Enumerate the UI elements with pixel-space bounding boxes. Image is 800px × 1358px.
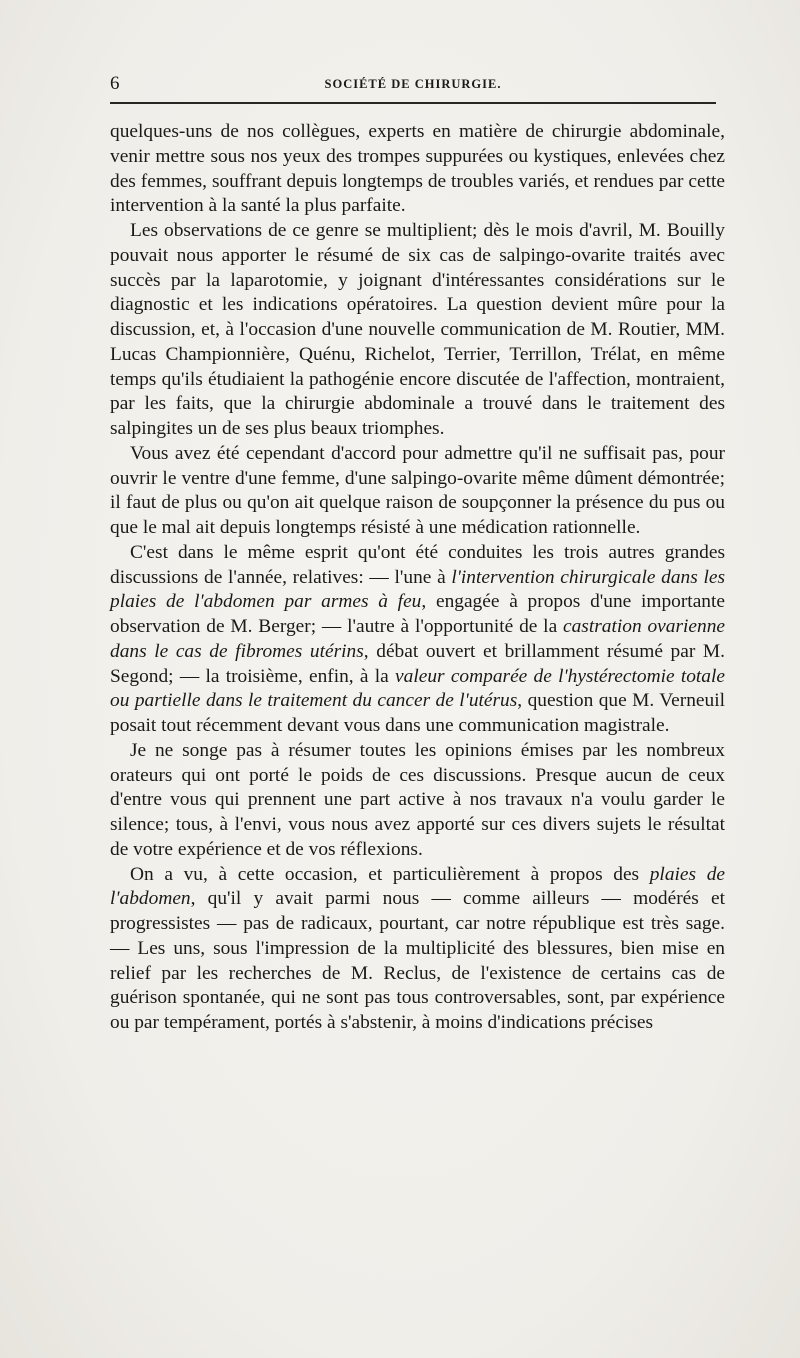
italic-plaies-abdomen: plaies de l'abdomen <box>110 863 725 910</box>
italic-intervention-chirurgicale: l'intervention chirurgicale dans les plaies de l'abdomen par armes à feu <box>110 566 725 613</box>
paragraph-5: Je ne songe pas à résumer toutes les opinions émises par les nombreux orateurs qui ont porté le poids de ces discussions. Presque aucun de ceux d'entre vous qui prennent une part active à nos travaux n'a voulu garder le silence; tous, à l'envi, vous nous avez apporté sur ces divers sujets le résultat de votre expérience et de vos réflexions. <box>110 739 725 860</box>
paragraph-6-text-1: On a vu, à cette occasion, et particulièrement à propos des <box>130 863 650 885</box>
body-text <box>110 120 725 1036</box>
paragraph-4 <box>110 541 725 739</box>
header-rule <box>110 102 716 104</box>
paragraph-3: Vous avez été cependant d'accord pour admettre qu'il ne suffisait pas, pour ouvrir le ventre d'une femme, d'une salpingo-ovarite même dûment démontrée; il faut de plus ou qu'on ait quelque raison de soupçonner la présence du pus ou que le mal ait depuis longtemps résisté à une médication rationnelle. <box>110 442 725 538</box>
paragraph-4-text-4: , question que M. Verneuil posait tout récemment devant vous dans une communication magistrale. <box>110 690 725 736</box>
page-number: 6 <box>110 73 120 94</box>
paragraph-6-text-2: , qu'il y avait parmi nous — comme ailleurs — modérés et progressistes — pas de radicaux, pourtant, car notre république est très sage. — Les uns, sous l'impression de la multiplicité des blessures, bien mise en relief par les recherches de M. Reclus, de l'existence de certains cas de guérison spontanée, qui ne sont pas tous controversables, sont, par expérience ou par tempérament, portés à s'abstenir, à moins d'indications précises <box>110 888 725 1033</box>
paragraph-6 <box>110 863 725 1036</box>
running-title: SOCIÉTÉ DE CHIRURGIE. <box>324 77 502 91</box>
running-head <box>110 73 716 95</box>
paragraph-4-text-2: , engagée à propos d'une importante observation de M. Berger; — l'autre à l'opportunité de la <box>110 591 725 637</box>
paragraph-1: quelques-uns de nos collègues, experts en matière de chirurgie abdominale, venir mettre sous nos yeux des trompes suppurées ou kystiques, enlevées chez des femmes, souffrant depuis longtemps de troubles variés, et rendues par cette intervention à la santé la plus parfaite. <box>110 121 725 217</box>
italic-castration-ovarienne: castration ovarienne dans le cas de fibromes utérins <box>110 616 725 662</box>
paragraph-4-text-1: C'est dans le même esprit qu'ont été conduites les trois autres grandes discussions de l'année, relatives: — l'une à <box>110 541 725 588</box>
paragraph-4-text-3: , débat ouvert et brillamment résumé par M. Segond; — la troisième, enfin, à la <box>110 640 725 687</box>
italic-valeur-comparee: valeur comparée de l'hystérectomie totale ou partielle dans le traitement du cancer de l'utérus <box>110 665 726 712</box>
paragraph-2: Les observations de ce genre se multiplient; dès le mois d'avril, M. Bouilly pouvait nous apporter le résumé de six cas de salpingo-ovarite traités avec succès par la laparotomie, y joignant d'intéressantes considérations sur le diagnostic et les indications opératoires. La question devient mûre pour la discussion, et, à l'occasion d'une nouvelle communication de M. Routier, MM. Lucas Championnière, Quénu, Richelot, Terrier, Terrillon, Trélat, en même temps qu'ils étudiaient la pathogénie encore discutée de l'affection, montraient, par les faits, que la chirurgie abdominale a trouvé dans le traitement des salpingites un de ses plus beaux triomphes. <box>110 220 725 439</box>
